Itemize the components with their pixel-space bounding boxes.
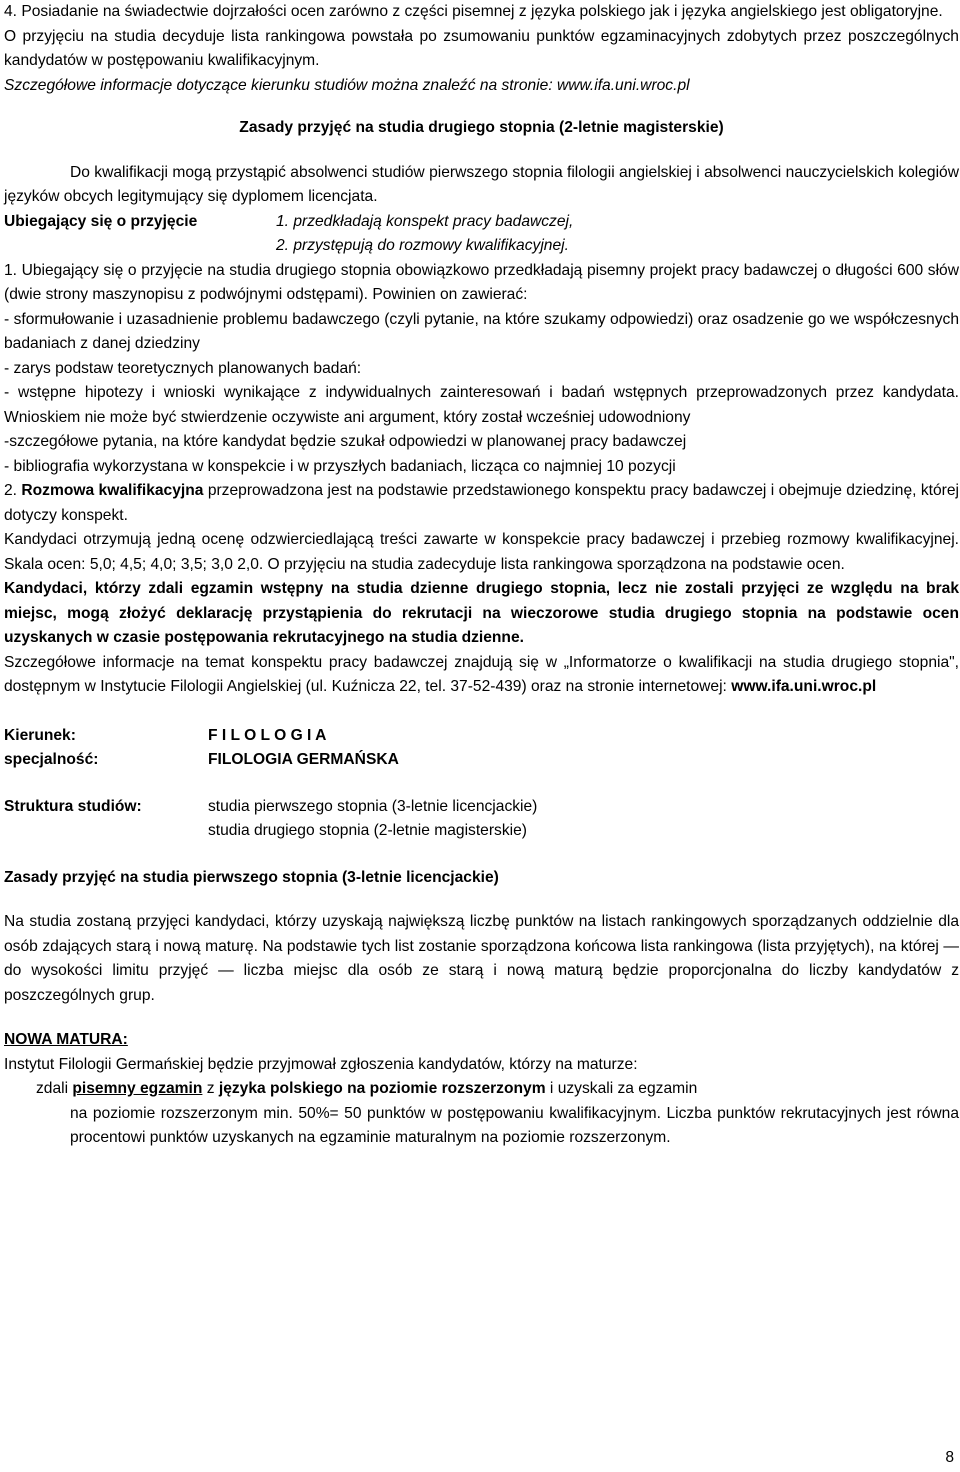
spec-key: specjalność:: [4, 751, 99, 768]
struct-value-2: studia drugiego stopnia (2-letnie magisterskie): [208, 822, 527, 839]
z-rest: i uzyskali za egzamin: [545, 1080, 698, 1097]
bachelor-paragraph: Na studia zostaną przyjęci kandydaci, którzy uzyskają największą liczbę punktów na listach rankingowych sporządzanych oddzielnie dla osób zdających starą i nową maturę. Na podstawie tych list zostanie sporządzona końcowa lista rankingowa (lista przyjętych), na której — do wysokości limitu przyjęć — liczba miejsc dla osób ze starą i nową maturą będzie proporcjonalna do liczby kandydatów z poszczególnych grup.: [4, 913, 959, 1004]
master-dash-2: - zarys podstaw teoretycznych planowanych badań:: [4, 359, 362, 377]
field-struktura: [4, 795, 959, 844]
top-info-line: Szczegółowe informacje dotyczące kierunku studiów można znaleźć na stronie: www.ifa.uni.wroc.pl: [4, 76, 690, 94]
master-point-1: 1. Ubiegający się o przyjęcie na studia drugiego stopnia obowiązkowo przedkładają pisemny projekt pracy badawczej o długości 600 słów (dwie strony maszynopisu z podwójnymi odstępami). Powinien on zawierać:: [4, 261, 959, 303]
ub-row-1: [4, 210, 959, 235]
field-kierunek: [4, 724, 959, 749]
pt2-num: 2.: [4, 482, 22, 499]
master-evening: Kandydaci, którzy zdali egzamin wstępny na studia dzienne drugiego stopnia, lecz nie zostali przyjęci ze względu na brak miejsc, mogą złożyć deklarację przystąpienia do rekrutacji na wieczorowe studia drugiego stopnia na podstawie ocen uzyskanych w czasie postępowania rekrutacyjnego na studia dzienne.: [4, 580, 959, 646]
field-specjalnosc: [4, 748, 959, 773]
info-url: www.ifa.uni.wroc.pl: [731, 678, 877, 695]
zdali-line: [4, 1077, 959, 1102]
top-paragraph-1: 4. Posiadanie na świadectwie dojrzałości ocen zarówno z części pisemnej z języka polskiego jak i języka angielskiego jest obligatoryjne.: [4, 3, 943, 20]
ub-item-1: 1. przedkładają konspekt pracy badawczej,: [276, 212, 574, 230]
z-mid: z: [202, 1080, 219, 1097]
struct-key: Struktura studiów:: [4, 797, 142, 815]
document-page: [4, 0, 959, 1151]
z-pre: zdali: [36, 1080, 73, 1097]
master-info: [4, 651, 959, 700]
page-number: 8: [945, 1449, 954, 1466]
nowa-matura-heading: NOWA MATURA:: [4, 1031, 128, 1048]
top-paragraph-2: O przyjęciu na studia decyduje lista rankingowa powstała po zsumowaniu punktów egzaminacyjnych zdobytych przez poszczególnych kandydatów w postępowaniu kwalifikacyjnym.: [4, 27, 959, 69]
master-intro: [4, 161, 959, 210]
master-dash-5: - bibliografia wykorzystana w konspekcie i w przyszłych badaniach, licząca co najmniej 10 pozycji: [4, 457, 676, 475]
z-subject: języka polskiego na poziomie rozszerzonym: [218, 1080, 546, 1097]
bachelor-heading: Zasady przyjęć na studia pierwszego stopnia (3-letnie licencjackie): [4, 868, 499, 886]
kierunek-value: F I L O L O G I A: [208, 726, 327, 744]
struct-values: [208, 795, 537, 844]
ub-item-2: 2. przystępują do rozmowy kwalifikacyjnej.: [276, 237, 569, 254]
info-text: Szczegółowe informacje na temat konspektu pracy badawczej znajdują się w „Informatorze o kwalifikacji na studia drugiego stopnia", dostępnym w Instytucie Filologii Angielskiej (ul. Kuźnicza 22, tel. 37-52-439) oraz na stronie internetowej:: [4, 653, 959, 695]
zdali-continuation: na poziomie rozszerzonym min. 50%= 50 punktów w postępowaniu kwalifikacyjnym. Liczba punktów rekrutacyjnych jest równa procentowi punktów uzyskanych na egzaminie maturalnym na poziomie rozszerzonym.: [70, 1104, 959, 1146]
master-dash-1: - sformułowanie i uzasadnienie problemu badawczego (czyli pytanie, na które szukamy odpowiedzi) oraz osadzenie go we współczesnych badaniach z danej dziedziny: [4, 310, 959, 352]
master-dash-4: -szczegółowe pytania, na które kandydat będzie szukał odpowiedzi w planowanej pracy badawczej: [4, 433, 687, 450]
master-grades: Kandydaci otrzymują jedną ocenę odzwierciedlającą treści zawarte w konspekcie pracy badawczej i przebieg rozmowy kwalifikacyjnej. Skala ocen: 5,0; 4,5; 4,0; 3,5; 3,0 2,0. O przyjęciu na studia zadecyduje lista rankingowa sporządzona na podstawie ocen.: [4, 531, 959, 573]
master-point-2: [4, 479, 959, 528]
ub-row-2: [4, 234, 959, 259]
master-heading: Zasady przyjęć na studia drugiego stopnia (2-letnie magisterskie): [239, 119, 724, 136]
kierunek-key: Kierunek:: [4, 726, 76, 744]
spec-value: FILOLOGIA GERMAŃSKA: [208, 751, 399, 768]
z-exam: pisemny egzamin: [72, 1080, 203, 1097]
pt2-rest: przeprowadzona jest na podstawie przedstawionego konspektu pracy badawczej i obejmuje dziedzinę, której dotyczy konspekt.: [4, 482, 959, 524]
ub-label: Ubiegający się o przyjęcie: [4, 212, 198, 230]
master-dash-3: - wstępne hipotezy i wnioski wynikające z indywidualnych zainteresowań i badań wstępnych przeprowadzonych przez kandydata. Wnioskiem nie może być stwierdzenie oczywiste ani argument, który został wcześniej udowodniony: [4, 384, 959, 426]
nowa-matura-intro: Instytut Filologii Germańskiej będzie przyjmował zgłoszenia kandydatów, którzy na maturze:: [4, 1055, 638, 1073]
pt2-bold: Rozmowa kwalifikacyjna: [21, 482, 204, 499]
struct-value-1: studia pierwszego stopnia (3-letnie licencjackie): [208, 797, 538, 815]
master-intro-text: Do kwalifikacji mogą przystąpić absolwenci studiów pierwszego stopnia filologii angielskiej i absolwenci nauczycielskich kolegiów języków obcych legitymujący się dyplomem licencjata.: [4, 163, 959, 205]
